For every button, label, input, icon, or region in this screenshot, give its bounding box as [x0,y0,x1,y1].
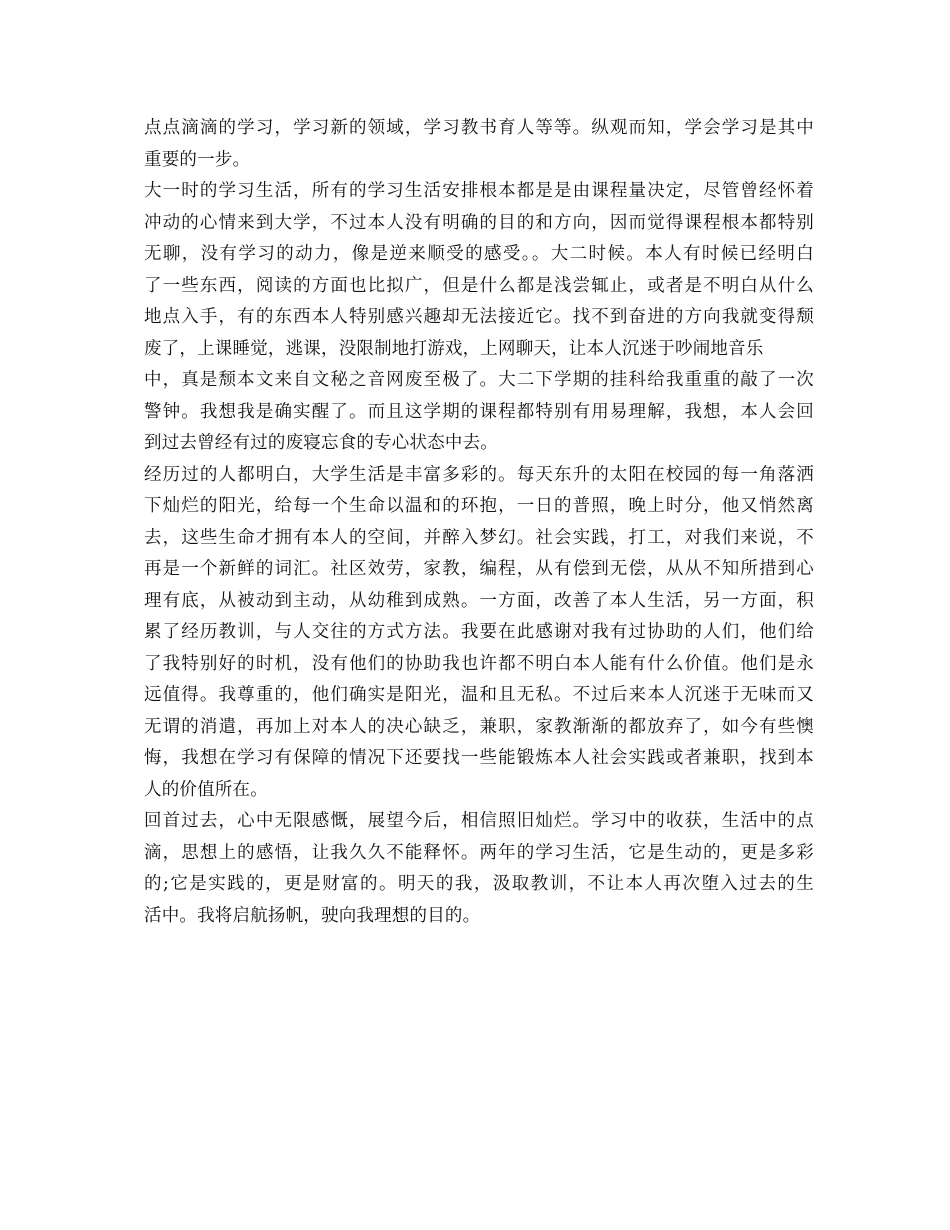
text-line: 了我特别好的时机，没有他们的协助我也许都不明白本人能有什么价值。他们是永 [144,653,814,674]
text-line: 无聊，没有学习的动力，像是逆来顺受的感受。。大二时候。本人有时候已经明白 [144,244,814,264]
text-line: 点点滴滴的学习，学习新的领域，学习教书育人等等。纵观而知，学会学习是其中 [144,118,814,138]
text-line: 冲动的心情来到大学，不过本人没有明确的目的和方向，因而觉得课程根本都特别 [144,212,814,233]
text-line: 回首过去，心中无限感慨，展望今后，相信照旧灿烂。学习中的收获，生活中的点 [144,811,814,831]
text-line: 悔，我想在学习有保障的情况下还要找一些能锻炼本人社会实践或者兼职，找到本 [144,748,814,768]
text-line: 的;它是实践的，更是财富的。明天的我，汲取教训，不让本人再次堕入过去的生 [144,874,814,894]
text-line: 累了经历教训，与人交往的方式方法。我要在此感谢对我有过协助的人们，他们给 [144,622,814,642]
text-line: 滴，思想上的感悟，让我久久不能释怀。两年的学习生活，它是生动的，更是多彩 [144,842,814,863]
paragraph-1 [144,113,814,176]
text-line: 废了，上课睡觉，逃课，没限制地打游戏，上网聊天，让本人沉迷于吵闹地音乐 [144,338,764,359]
text-line: 中，真是颓本文来自文秘之音网废至极了。大二下学期的挂科给我重重的敲了一次 [144,370,814,390]
text-line: 活中。我将启航扬帆，驶向我理想的目的。 [144,905,481,926]
text-line: 理有底，从被动到主动，从幼稚到成熟。一方面，改善了本人生活，另一方面，积 [144,590,814,611]
text-line: 地点入手，有的东西本人特别感兴趣却无法接近它。找不到奋进的方向我就变得颓 [144,307,814,327]
text-line: 远值得。我尊重的，他们确实是阳光，温和且无私。不过后来本人沉迷于无味而又 [144,685,814,705]
text-line: 人的价值所在。 [144,779,268,800]
text-line: 大一时的学习生活，所有的学习生活安排根本都是是由课程量决定，尽管曾经怀着 [144,181,814,201]
text-line: 无谓的消遣，再加上对本人的决心缺乏，兼职，家教渐渐的都放弃了，如今有些懊 [144,716,814,737]
text-line: 再是一个新鲜的词汇。社区效劳，家教，编程，从有偿到无偿，从从不知所措到心 [144,559,814,579]
paragraph-3 [144,460,814,807]
document-body [144,113,814,932]
text-line: 了一些东西，阅读的方面也比拟广，但是什么都是浅尝辄止，或者是不明白从什么 [144,275,814,296]
text-line: 到过去曾经有过的废寝忘食的专心状态中去。 [144,433,498,453]
text-line: 重要的一步。 [144,149,251,170]
text-line: 去，这些生命才拥有本人的空间，并醉入梦幻。社会实践，打工，对我们来说，不 [144,527,814,548]
text-line: 下灿烂的阳光，给每一个生命以温和的环抱，一日的普照，晚上时分，他又悄然离 [144,496,814,516]
paragraph-2 [144,176,814,460]
paragraph-4 [144,806,814,932]
text-line: 警钟。我想我是确实醒了。而且这学期的课程都特别有用易理解，我想，本人会回 [144,401,814,422]
text-line: 经历过的人都明白，大学生活是丰富多彩的。每天东升的太阳在校园的每一角落洒 [144,464,814,485]
